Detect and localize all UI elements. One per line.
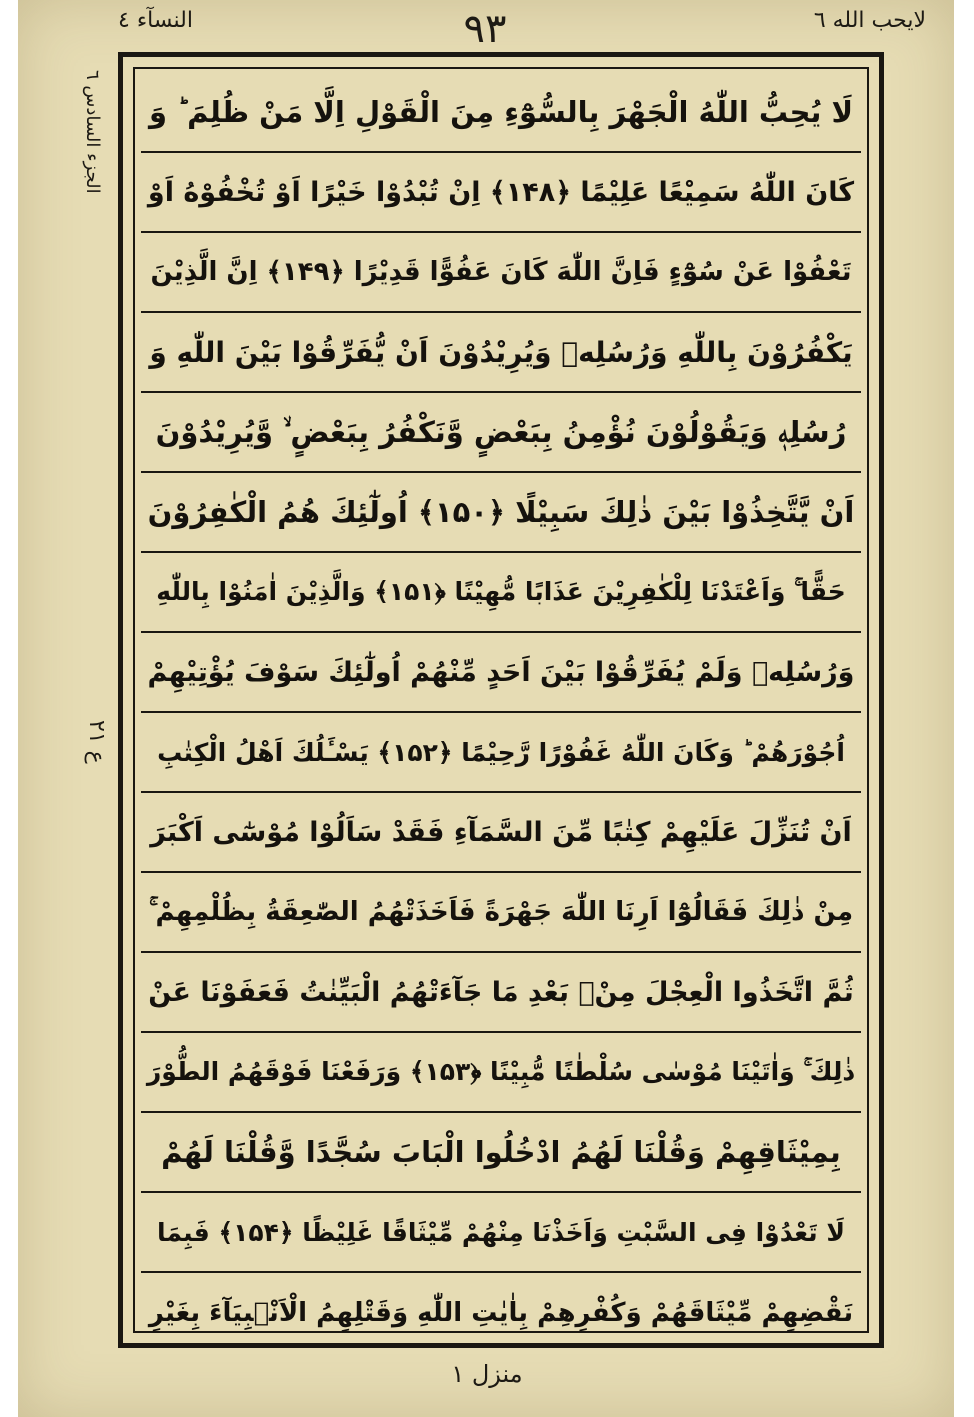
manzil-footer: منزل ١ <box>451 1360 523 1388</box>
verse-line-7: حَقًّا ۚ وَاَعْتَدْنَا لِلْكٰفِرِيْنَ عَذَابًا مُّهِيْنًا ﴿۱۵۱﴾ وَالَّذِيْنَ اٰمَنُوْا بِاللّٰهِ <box>141 553 861 633</box>
verse-line-12: ثُمَّ اتَّخَذُوا الْعِجْلَ مِنْۢ بَعْدِ مَا جَآءَتْهُمُ الْبَيِّنٰتُ فَعَفَوْنَا عَنْ <box>141 953 861 1033</box>
verse-line-9: اُجُوْرَهُمْ ؕ وَكَانَ اللّٰهُ غَفُوْرًا رَّحِيْمًا ﴿۱۵۲﴾ يَسْـَٔلُكَ اَهْلُ الْكِتٰبِ <box>141 713 861 793</box>
verse-line-6: اَنْ يَّتَّخِذُوْا بَيْنَ ذٰلِكَ سَبِيْلًا ﴿۱۵۰﴾ اُولٰٓئِكَ هُمُ الْكٰفِرُوْنَ <box>141 473 861 553</box>
verse-line-10: اَنْ تُنَزِّلَ عَلَيْهِمْ كِتٰبًا مِّنَ السَّمَآءِ فَقَدْ سَاَلُوْا مُوْسٰٓى اَكْبَرَ <box>141 793 861 873</box>
juz-header: لايحب الله ٦ <box>813 8 926 33</box>
ruku-marker: ع ٢١ <box>84 720 109 764</box>
juz-margin-note: الجزء السادس ٦ <box>82 70 103 194</box>
verse-line-2: كَانَ اللّٰهُ سَمِيْعًا عَلِيْمًا ﴿۱۴۸﴾ اِنْ تُبْدُوْا خَيْرًا اَوْ تُخْفُوْهُ اَوْ <box>141 153 861 233</box>
verse-line-5: رُسُلِهٖ وَيَقُوْلُوْنَ نُؤْمِنُ بِبَعْضٍ وَّنَكْفُرُ بِبَعْضٍ ۙ وَّيُرِيْدُوْنَ <box>141 393 861 473</box>
verse-line-3: تَعْفُوْا عَنْ سُوْٓءٍ فَاِنَّ اللّٰهَ كَانَ عَفُوًّا قَدِيْرًا ﴿۱۴۹﴾ اِنَّ الَّذِيْنَ <box>141 233 861 313</box>
verse-lines <box>141 73 861 1327</box>
verse-line-16: نَقْضِهِمْ مِّيْثَاقَهُمْ وَكُفْرِهِمْ بِاٰيٰتِ اللّٰهِ وَقَتْلِهِمُ الْاَنْۢبِيَآءَ بِغَيْرِ <box>148 1298 854 1328</box>
verse-line-13: ذٰلِكَ ۚ وَاٰتَيْنَا مُوْسٰى سُلْطٰنًا مُّبِيْنًا ﴿۱۵۳﴾ وَرَفَعْنَا فَوْقَهُمُ الطُّوْرَ <box>141 1033 861 1113</box>
verse-line-4: يَكْفُرُوْنَ بِاللّٰهِ وَرُسُلِهٖ وَيُرِيْدُوْنَ اَنْ يُّفَرِّقُوْا بَيْنَ اللّٰهِ وَ <box>141 313 861 393</box>
verse-line-8: وَرُسُلِهٖ وَلَمْ يُفَرِّقُوْا بَيْنَ اَحَدٍ مِّنْهُمْ اُولٰٓئِكَ سَوْفَ يُؤْتِيْهِمْ <box>141 633 861 713</box>
page-number: ٩٣ <box>463 6 507 52</box>
verse-line-15: لَا تَعْدُوْا فِى السَّبْتِ وَاَخَذْنَا مِنْهُمْ مِّيْثَاقًا غَلِيْظًا ﴿۱۵۴﴾ فَبِمَا <box>141 1193 861 1273</box>
surah-header: النسآء ٤ <box>118 8 193 33</box>
verse-line-11: مِنْ ذٰلِكَ فَقَالُوْٓا اَرِنَا اللّٰهَ جَهْرَةً فَاَخَذَتْهُمُ الصّٰعِقَةُ بِظُلْمِهِمْ ۚ <box>141 873 861 953</box>
verse-line-14: بِمِيْثَاقِهِمْ وَقُلْنَا لَهُمُ ادْخُلُوا الْبَابَ سُجَّدًا وَّقُلْنَا لَهُمْ <box>141 1113 861 1193</box>
verse-line-1: لَا يُحِبُّ اللّٰهُ الْجَهْرَ بِالسُّوْٓءِ مِنَ الْقَوْلِ اِلَّا مَنْ ظُلِمَ ؕ وَ <box>141 73 861 153</box>
text-frame <box>118 52 884 1348</box>
